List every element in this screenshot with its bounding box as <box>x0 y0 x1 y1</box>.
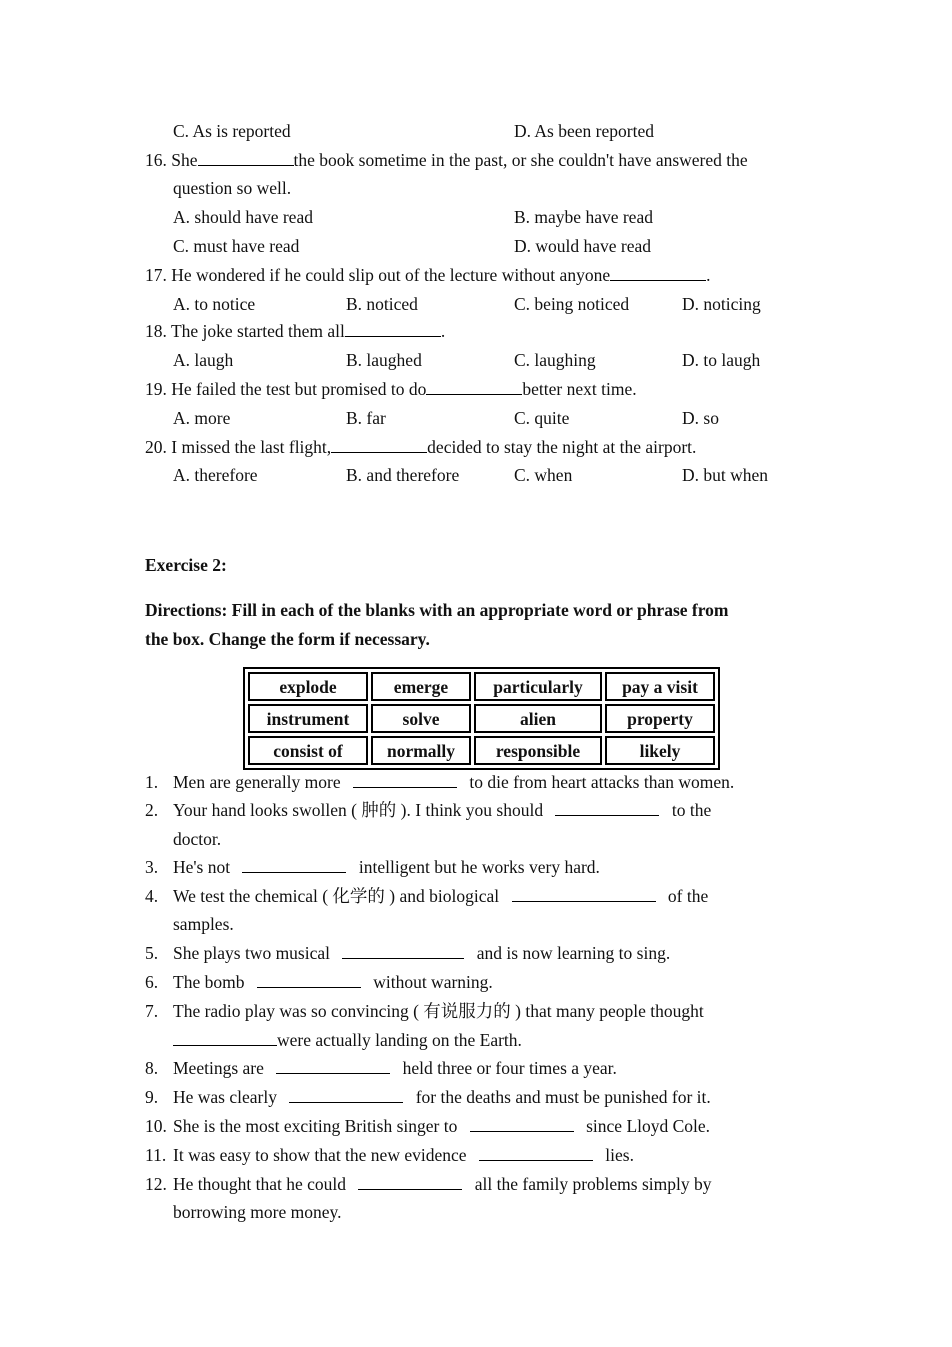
question-number: 6. <box>145 972 159 992</box>
word-box <box>243 667 720 770</box>
option-c: C. quite <box>514 408 570 428</box>
question-number: 11. <box>145 1145 167 1165</box>
question-number: 3. <box>145 857 159 877</box>
fill-question-10 <box>145 1115 710 1137</box>
question-text-before: Your hand looks swollen ( 肿的 ). I think you should <box>173 800 544 820</box>
question-number: 16. <box>145 150 167 170</box>
directions-line-2: the box. Change the form if necessary. <box>145 629 430 649</box>
fill-question-12 <box>145 1173 711 1195</box>
question-text-after: without warning. <box>373 972 493 992</box>
question-number: 4. <box>145 886 159 906</box>
option-a: A. more <box>173 408 231 428</box>
option-a: A. to notice <box>173 294 256 314</box>
question-text-after: decided to stay the night at the airport. <box>427 437 697 457</box>
answer-blank[interactable] <box>198 150 294 166</box>
answer-blank[interactable] <box>276 1058 390 1074</box>
fill-question-2 <box>145 799 711 821</box>
question-text-after: intelligent but he works very hard. <box>358 857 600 877</box>
answer-blank[interactable] <box>470 1116 574 1132</box>
option-a: A. laugh <box>173 350 234 370</box>
answer-blank[interactable] <box>242 857 346 873</box>
question-text-before: The radio play was so convincing ( 有说服力的 ) that many people thought <box>173 1001 704 1021</box>
option-a: A. therefore <box>173 465 258 485</box>
question-text-before: The bomb <box>173 972 245 992</box>
question-16 <box>145 149 748 171</box>
option-d: D. would have read <box>514 236 652 256</box>
word-cell: normally <box>371 736 471 765</box>
option-c: C. must have read <box>173 236 300 256</box>
word-box-row <box>248 704 715 733</box>
question-text-before: He's not <box>173 857 231 877</box>
question-continuation: borrowing more money. <box>173 1202 342 1222</box>
fill-question-7 <box>145 1000 704 1022</box>
option-b: B. and therefore <box>346 465 460 485</box>
option-b: B. maybe have read <box>514 207 653 227</box>
word-cell: responsible <box>474 736 602 765</box>
exercise-title: Exercise 2: <box>145 555 227 575</box>
option-c: C. As is reported <box>173 121 291 141</box>
question-number: 18. <box>145 321 167 341</box>
question-text-before: She plays two musical <box>173 943 330 963</box>
question-text-before: She is the most exciting British singer to <box>173 1116 458 1136</box>
word-cell: alien <box>474 704 602 733</box>
fill-question-4 <box>145 885 708 907</box>
question-text-after: all the family problems simply by <box>474 1174 712 1194</box>
question-text-before: She <box>171 150 198 170</box>
answer-blank[interactable] <box>555 800 659 816</box>
question-text-after: were actually landing on the Earth. <box>277 1030 522 1050</box>
question-text-after: the book sometime in the past, or she couldn't have answered the <box>293 150 748 170</box>
option-a: A. should have read <box>173 207 313 227</box>
question-text-before: He failed the test but promised to do <box>171 379 427 399</box>
option-d: D. so <box>682 408 719 428</box>
question-text-after: lies. <box>605 1145 634 1165</box>
fill-question-1 <box>145 771 734 793</box>
answer-blank[interactable] <box>610 265 706 281</box>
fill-question-3 <box>145 856 600 878</box>
question-text-after: and is now learning to sing. <box>476 943 671 963</box>
word-cell: property <box>605 704 715 733</box>
word-cell: consist of <box>248 736 368 765</box>
question-text-before: He was clearly <box>173 1087 277 1107</box>
question-18 <box>145 320 445 342</box>
answer-blank[interactable] <box>512 886 656 902</box>
answer-blank[interactable] <box>345 321 441 337</box>
question-text-after: better next time. <box>522 379 637 399</box>
word-cell: emerge <box>371 672 471 701</box>
fill-question-8 <box>145 1057 617 1079</box>
question-19 <box>145 378 637 400</box>
word-cell: particularly <box>474 672 602 701</box>
fill-question-6 <box>145 971 493 993</box>
option-c: C. when <box>514 465 573 485</box>
option-c: C. laughing <box>514 350 596 370</box>
word-cell: explode <box>248 672 368 701</box>
question-text-after: for the deaths and must be punished for it. <box>415 1087 711 1107</box>
question-number: 5. <box>145 943 159 963</box>
word-box-row <box>248 736 715 765</box>
word-cell: likely <box>605 736 715 765</box>
question-number: 10. <box>145 1116 167 1136</box>
question-text-before: Men are generally more <box>173 772 341 792</box>
question-text-after: to die from heart attacks than women. <box>469 772 735 792</box>
answer-blank[interactable] <box>426 379 522 395</box>
question-number: 17. <box>145 265 167 285</box>
directions-line-1: Directions: Fill in each of the blanks with an appropriate word or phrase from <box>145 600 729 620</box>
question-20 <box>145 436 696 458</box>
question-text-before: He thought that he could <box>173 1174 347 1194</box>
question-text-before: It was easy to show that the new evidence <box>173 1145 467 1165</box>
question-text-before: We test the chemical ( 化学的 ) and biological <box>173 886 500 906</box>
question-number: 20. <box>145 437 167 457</box>
word-cell: instrument <box>248 704 368 733</box>
question-text-after: to the <box>671 800 712 820</box>
question-text-after: since Lloyd Cole. <box>586 1116 711 1136</box>
answer-blank[interactable] <box>257 972 361 988</box>
question-text-after: held three or four times a year. <box>402 1058 617 1078</box>
question-text-before: The joke started them all <box>170 321 345 341</box>
question-number: 12. <box>145 1174 167 1194</box>
question-text-after: of the <box>667 886 709 906</box>
question-number: 2. <box>145 800 159 820</box>
word-box-row <box>248 672 715 701</box>
option-d: D. to laugh <box>682 350 761 370</box>
option-b: B. noticed <box>346 294 418 314</box>
answer-blank[interactable] <box>479 1145 593 1161</box>
question-text-before: Meetings are <box>173 1058 264 1078</box>
question-continuation <box>173 1029 522 1051</box>
question-number: 7. <box>145 1001 159 1021</box>
fill-question-9 <box>145 1086 711 1108</box>
fill-question-5 <box>145 942 670 964</box>
option-d: D. but when <box>682 465 769 485</box>
question-text-before: I missed the last flight, <box>171 437 332 457</box>
word-cell: solve <box>371 704 471 733</box>
question-text-before: He wondered if he could slip out of the lecture without anyone <box>171 265 611 285</box>
option-d: D. As been reported <box>514 121 654 141</box>
answer-blank[interactable] <box>173 1030 277 1046</box>
option-b: B. laughed <box>346 350 422 370</box>
question-continuation: doctor. <box>173 829 222 849</box>
option-b: B. far <box>346 408 386 428</box>
answer-blank[interactable] <box>358 1174 462 1190</box>
question-number: 19. <box>145 379 167 399</box>
question-number: 1. <box>145 772 159 792</box>
question-number: 8. <box>145 1058 159 1078</box>
answer-blank[interactable] <box>331 437 427 453</box>
question-17 <box>145 264 710 286</box>
answer-blank[interactable] <box>342 943 464 959</box>
answer-blank[interactable] <box>289 1087 403 1103</box>
answer-blank[interactable] <box>353 772 457 788</box>
fill-question-11 <box>145 1144 634 1166</box>
question-continuation: question so well. <box>173 178 292 198</box>
question-continuation: samples. <box>173 914 234 934</box>
option-c: C. being noticed <box>514 294 630 314</box>
question-number: 9. <box>145 1087 159 1107</box>
question-text-after: . <box>706 265 711 285</box>
option-d: D. noticing <box>682 294 761 314</box>
question-text-after: . <box>440 321 446 341</box>
word-cell: pay a visit <box>605 672 715 701</box>
